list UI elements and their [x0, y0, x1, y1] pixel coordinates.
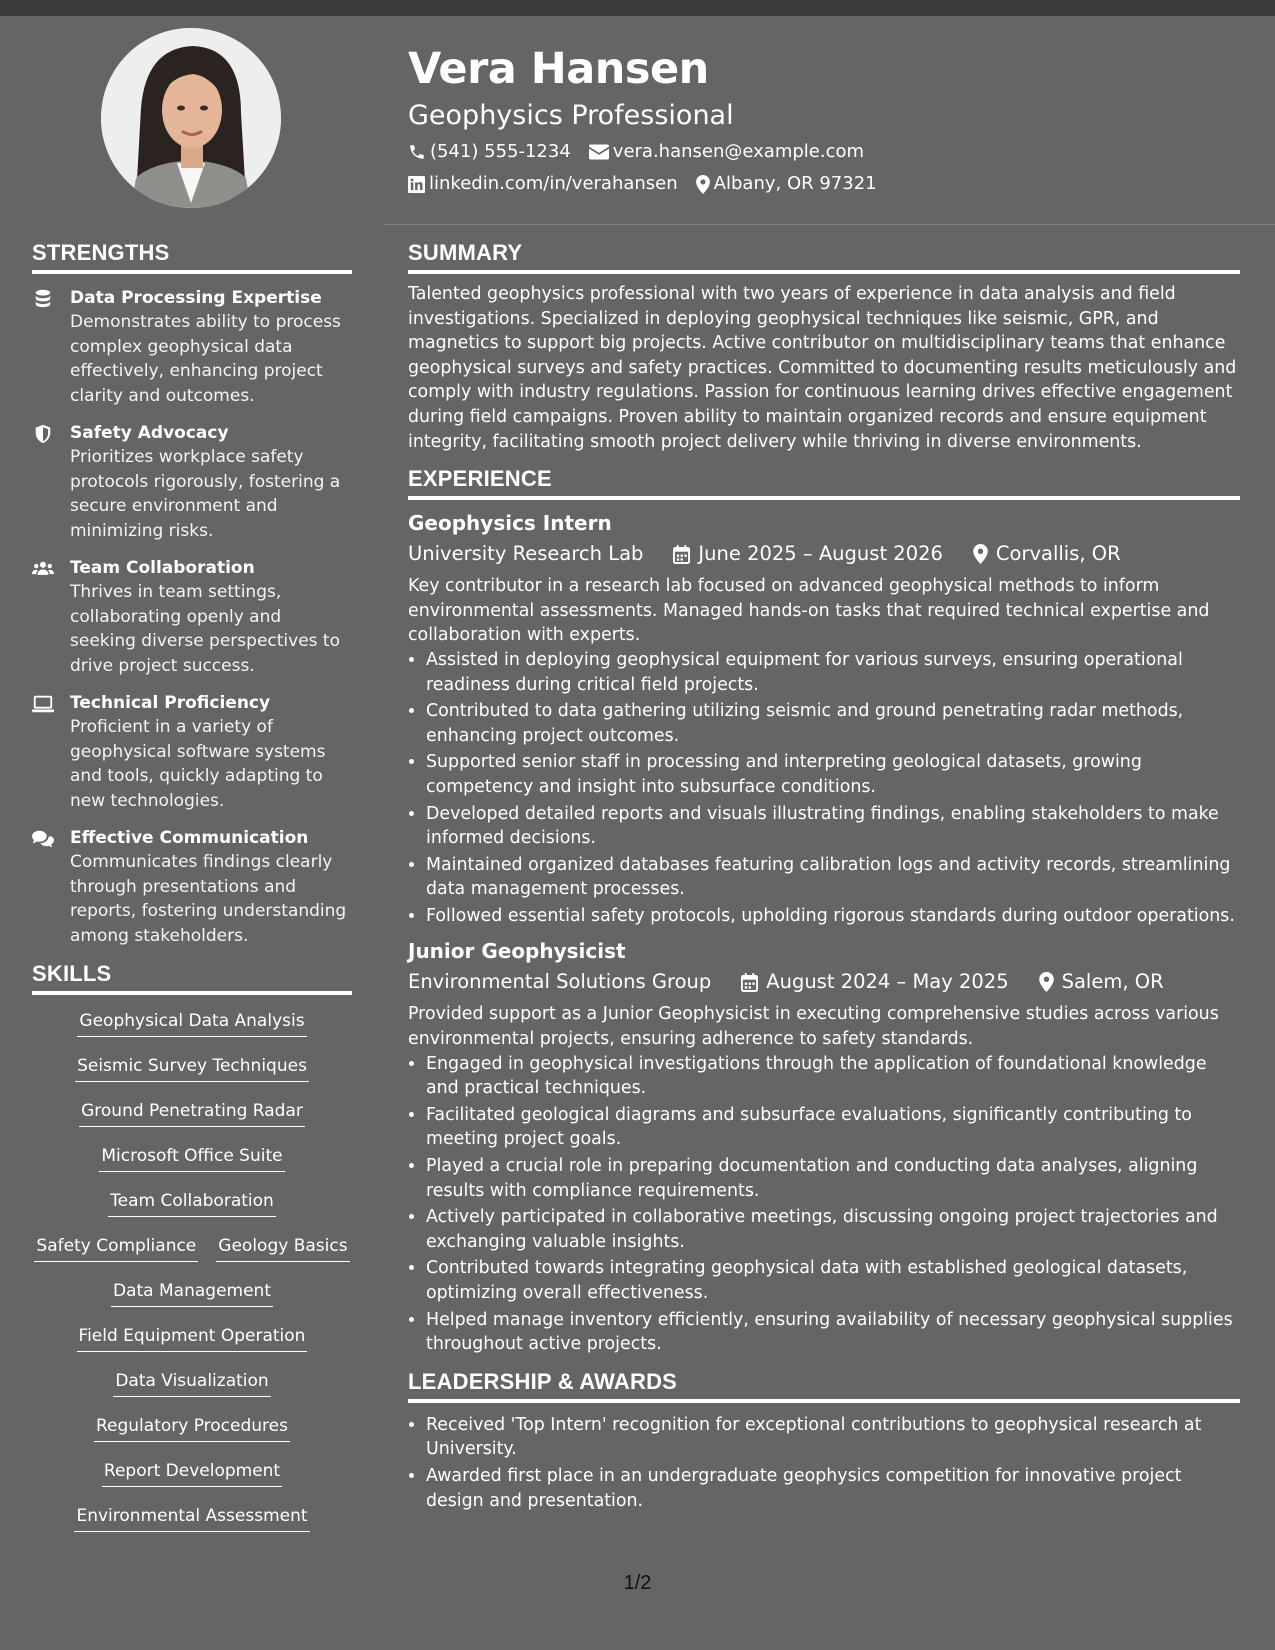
job-meta — [408, 966, 1240, 998]
strength-desc: Demonstrates ability to process complex geophysical data effectively, enhancing project clarity and outcomes. — [70, 312, 341, 406]
left-column — [32, 240, 352, 1549]
job-description: Key contributor in a research lab focused on advanced geophysical methods to inform environmental assessments. Managed hands-on tasks that required technical expertise and collaboration with experts. — [408, 576, 1210, 646]
strength-desc: Thrives in team settings, collaborating openly and seeking diverse perspectives to drive project success. — [70, 582, 340, 676]
shield-icon — [32, 424, 54, 444]
job-bullet: • Helped manage inventory efficiently, ensuring availability of necessary geophysical supplies throughout active projects. — [426, 1308, 1240, 1357]
header-divider — [383, 224, 1275, 225]
experience-heading: EXPERIENCE — [408, 466, 1240, 500]
strength-item — [32, 286, 352, 408]
job-description: Provided support as a Junior Geophysicist in executing comprehensive studies across various environmental projects, ensuring adherence to safety standards. — [408, 1004, 1219, 1050]
skill-tag: Ground Penetrating Radar — [79, 1099, 305, 1127]
strengths-list — [32, 286, 352, 948]
envelope-icon — [589, 144, 609, 160]
job-location: Corvallis, OR — [995, 542, 1121, 566]
awards-section — [408, 1369, 1240, 1513]
skills-heading: SKILLS — [32, 961, 352, 995]
strength-title: Safety Advocacy — [70, 423, 229, 443]
job-meta — [408, 538, 1240, 570]
strength-desc: Prioritizes workplace safety protocols rigorously, fostering a secure environment and minimizing risks. — [70, 447, 341, 541]
job-bullet: • Contributed towards integrating geophysical data with established geological datasets, optimizing overall effectiveness. — [426, 1256, 1240, 1305]
users-icon — [32, 559, 54, 579]
linkedin-icon — [408, 176, 425, 193]
phone-contact[interactable] — [408, 136, 571, 168]
job-bullet: • Facilitated geological diagrams and subsurface evaluations, significantly contributing to meeting project goals. — [426, 1103, 1240, 1152]
job-bullet: • Supported senior staff in processing and interpreting geological datasets, growing competency and insight into subsurface conditions. — [426, 750, 1240, 799]
summary-section — [408, 240, 1240, 454]
candidate-title: Geophysics Professional — [408, 100, 734, 131]
job-bullet: • Engaged in geophysical investigations through the application of foundational knowledge and practical techniques. — [426, 1052, 1240, 1101]
experience-section — [408, 466, 1240, 1357]
database-icon — [32, 289, 54, 309]
job-bullet: • Contributed to data gathering utilizing seismic and ground penetrating radar methods, enhancing project outcomes. — [426, 699, 1240, 748]
right-column — [408, 240, 1240, 1525]
job-bullet: • Assisted in deploying geophysical equipment for various surveys, ensuring operational readiness during critical field projects. — [426, 648, 1240, 697]
location-contact — [696, 168, 877, 200]
resume-header — [408, 40, 1248, 200]
skill-tag: Geology Basics — [216, 1234, 349, 1262]
phone-icon — [408, 143, 426, 161]
summary-text: Talented geophysics professional with two years of experience in data analysis and field investigations. Specialized in deploying geophysical techniques like seismic, GPR, and magnetics to support big projects. Active contributor on multidisciplinary teams that enhance geophysical surveys and safety practices. Committed to documenting results meticulously and comply with industry regulations. Passion for continuous learning drives effective engagement during field campaigns. Proven ability to maintain organized records and ensure equipment integrity, facilitating smooth project delivery while thriving in diverse environments. — [408, 284, 1237, 452]
skill-tag: Report Development — [102, 1459, 282, 1487]
job-bullet: • Played a crucial role in preparing documentation and conducting data analyses, aligning results with compliance requirements. — [426, 1154, 1240, 1203]
phone-number: (541) 555-1234 — [430, 141, 571, 162]
skill-tag: Regulatory Procedures — [94, 1414, 290, 1442]
awards-list — [408, 1413, 1240, 1513]
skill-tag: Seismic Survey Techniques — [75, 1054, 309, 1082]
skills-list — [32, 1009, 352, 1549]
strength-title: Effective Communication — [70, 828, 309, 848]
strength-title: Team Collaboration — [70, 558, 255, 578]
job-title: Junior Geophysicist — [408, 939, 626, 964]
skill-tag: Environmental Assessment — [74, 1504, 309, 1532]
job-bullet: • Actively participated in collaborative meetings, discussing ongoing project trajectories and exchanging valuable insights. — [426, 1205, 1240, 1254]
awards-heading: LEADERSHIP & AWARDS — [408, 1369, 1240, 1403]
skill-tag: Data Management — [111, 1279, 273, 1307]
strengths-heading: STRENGTHS — [32, 240, 352, 274]
email-address: vera.hansen@example.com — [612, 141, 865, 162]
job-location: Salem, OR — [1061, 970, 1164, 994]
job-company: Environmental Solutions Group — [408, 970, 712, 994]
job-bullet: • Developed detailed reports and visuals illustrating findings, enabling stakeholders to make informed decisions. — [426, 802, 1240, 851]
calendar-icon — [673, 545, 690, 564]
job-bullets — [408, 648, 1240, 929]
strength-title: Technical Proficiency — [70, 693, 271, 713]
job-bullets — [408, 1052, 1240, 1357]
skill-tag: Team Collaboration — [108, 1189, 276, 1217]
skill-tag: Data Visualization — [113, 1369, 270, 1397]
top-bar — [0, 0, 1275, 16]
job-entry — [408, 508, 1240, 928]
strength-item — [32, 826, 352, 948]
strength-item — [32, 421, 352, 543]
location-text: Albany, OR 97321 — [713, 173, 877, 194]
skill-tag: Safety Compliance — [34, 1234, 198, 1262]
linkedin-url: linkedin.com/in/verahansen — [429, 173, 678, 194]
strength-desc: Proficient in a variety of geophysical software systems and tools, quickly adapting to new technologies. — [70, 717, 326, 811]
page-number: 1/2 — [623, 1572, 652, 1594]
job-dates: June 2025 – August 2026 — [698, 542, 943, 566]
map-marker-icon — [696, 175, 710, 194]
strength-desc: Communicates findings clearly through presentations and reports, fostering understanding among stakeholders. — [70, 852, 347, 946]
laptop-icon — [32, 694, 54, 714]
job-company: University Research Lab — [408, 542, 644, 566]
skill-tag: Geophysical Data Analysis — [77, 1009, 306, 1037]
job-title: Geophysics Intern — [408, 511, 612, 536]
profile-photo — [101, 28, 281, 208]
job-dates: August 2024 – May 2025 — [766, 970, 1009, 994]
award-item: • Received 'Top Intern' recognition for exceptional contributions to geophysical research at University. — [426, 1413, 1240, 1462]
skill-tag: Microsoft Office Suite — [99, 1144, 284, 1172]
skill-tag: Field Equipment Operation — [77, 1324, 308, 1352]
map-marker-icon — [973, 544, 988, 564]
summary-heading: SUMMARY — [408, 240, 1240, 274]
strength-item — [32, 691, 352, 813]
comments-icon — [32, 829, 54, 849]
strength-item — [32, 556, 352, 678]
award-item: • Awarded first place in an undergraduate geophysics competition for innovative project design and presentation. — [426, 1464, 1240, 1513]
map-marker-icon — [1039, 972, 1054, 992]
job-bullet: • Maintained organized databases featuring calibration logs and activity records, streamlining data management processes. — [426, 853, 1240, 902]
calendar-icon — [741, 973, 758, 992]
email-contact[interactable] — [589, 136, 864, 168]
candidate-name: Vera Hansen — [408, 44, 709, 94]
strength-title: Data Processing Expertise — [70, 288, 322, 308]
job-entry — [408, 936, 1240, 1356]
linkedin-contact[interactable] — [408, 168, 678, 200]
job-bullet: • Followed essential safety protocols, upholding rigorous standards during outdoor operations. — [426, 904, 1240, 929]
